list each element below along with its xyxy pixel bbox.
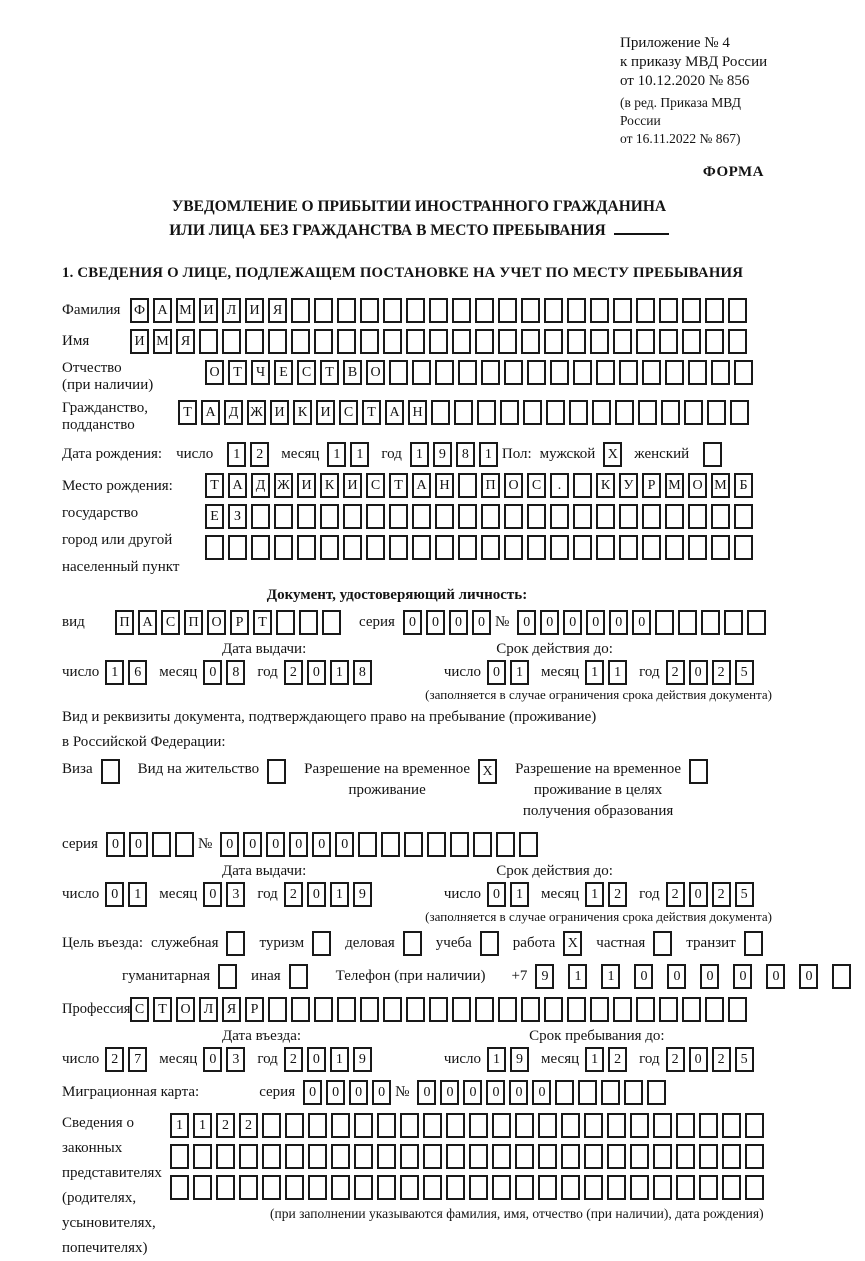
citizenship-label: Гражданство, подданство <box>62 400 149 433</box>
residence-issue-heading: Дата выдачи: <box>222 863 307 879</box>
year-label: год <box>381 446 402 462</box>
birthplace-boxes-line3[interactable] <box>205 535 757 560</box>
doc-issue-month-boxes[interactable]: 0 8 <box>203 660 249 685</box>
residence-validity-heading: Срок действия до: <box>496 863 613 879</box>
purpose-other-checkbox[interactable] <box>289 964 308 989</box>
gender-female-label: женский <box>634 446 690 462</box>
birth-month-boxes[interactable]: 1 1 <box>327 442 373 467</box>
birthplace-boxes-line1[interactable]: Т А Д Ж И К И С Т А Н П О С . К У Р М О М Б <box>205 473 757 498</box>
surname-label: Фамилия <box>62 302 121 318</box>
title-blank-underline <box>614 221 669 235</box>
purpose-humanitarian-label: гуманитарная <box>122 968 211 984</box>
appendix-block <box>620 34 776 148</box>
doc-validity-note: (заполняется в случае ограничения срока действия документа) <box>425 687 772 702</box>
residence-issue-month-boxes[interactable]: 0 3 <box>203 882 249 907</box>
residence-dates-row <box>62 882 776 907</box>
purpose-business-label: деловая <box>345 935 395 951</box>
identity-doc-heading: Документ, удостоверяющий личность: <box>266 587 528 603</box>
edition-line: от 16.11.2022 № 867) <box>620 131 741 146</box>
firstname-label: Имя <box>62 333 90 349</box>
citizenship-boxes[interactable]: Т А Д Ж И К И С Т А Н <box>178 400 753 425</box>
residence-validity-date: число 0 1 месяц 1 2 год 2 0 2 5 <box>444 882 766 907</box>
purpose-official-checkbox[interactable] <box>226 931 245 956</box>
purpose-row <box>62 931 776 956</box>
purpose-work-label: работа <box>512 935 556 951</box>
doc-validity-year-boxes[interactable]: 2 0 2 5 <box>666 660 758 685</box>
doc-date-headings <box>62 641 776 658</box>
doc-validity-date: число 0 1 месяц 1 1 год 2 0 2 5 <box>444 660 766 685</box>
residence-permit-label: Вид на жительство <box>137 761 260 777</box>
doc-series-label: серия <box>359 614 395 630</box>
visa-option <box>62 759 124 784</box>
entry-month-boxes[interactable]: 0 3 <box>203 1047 249 1072</box>
residence-issue-day-boxes[interactable]: 0 1 <box>105 882 151 907</box>
representatives-boxes-line3[interactable] <box>170 1175 768 1200</box>
residence-validity-year-boxes[interactable]: 2 0 2 5 <box>666 882 758 907</box>
entry-dates-row <box>62 1047 776 1072</box>
doc-validity-month-boxes[interactable]: 1 1 <box>585 660 631 685</box>
entry-year-boxes[interactable]: 2 0 1 9 <box>284 1047 376 1072</box>
temp-permit-label: Разрешение на временное проживание <box>304 761 471 798</box>
form-title-line1: УВЕДОМЛЕНИЕ О ПРИБЫТИИ ИНОСТРАННОГО ГРАЖДАНИНА <box>171 198 667 215</box>
form-label: ФОРМА <box>702 164 764 180</box>
temp-permit-edu-checkbox[interactable] <box>689 759 708 784</box>
residence-permit-option <box>138 759 290 784</box>
patronymic-label: Отчество (при наличии) <box>62 360 154 393</box>
purpose-work-checkbox[interactable]: X <box>563 931 582 956</box>
gender-female-checkbox[interactable] <box>703 442 722 467</box>
migration-number-label: № <box>395 1084 410 1100</box>
purpose-transit-checkbox[interactable] <box>744 931 763 956</box>
stay-heading: Срок пребывания до: <box>529 1028 665 1044</box>
purpose-label: Цель въезда: <box>62 935 143 951</box>
residence-number-boxes[interactable]: 0 0 0 0 0 0 <box>220 832 542 857</box>
stay-month-boxes[interactable]: 1 2 <box>585 1047 631 1072</box>
migration-card-row <box>62 1080 776 1105</box>
doc-issue-heading: Дата выдачи: <box>222 641 307 657</box>
visa-label: Виза <box>62 761 93 777</box>
form-title <box>62 195 776 243</box>
phone-label: Телефон (при наличии) <box>335 968 486 984</box>
residence-permit-checkbox[interactable] <box>267 759 286 784</box>
temp-permit-edu-option <box>515 759 712 822</box>
identity-doc-row <box>62 610 776 635</box>
purpose-transit-label: транзит <box>686 935 736 951</box>
purpose-other-label: иная <box>251 968 281 984</box>
doc-validity-heading: Срок действия до: <box>496 641 613 657</box>
temp-permit-checkbox[interactable]: X <box>478 759 497 784</box>
purpose-humanitarian-checkbox[interactable] <box>218 964 237 989</box>
profession-label: Профессия <box>62 1001 131 1017</box>
doc-number-label: № <box>494 614 510 630</box>
doc-kind-label: вид <box>62 614 85 630</box>
gender-label: Пол: <box>501 446 532 462</box>
residence-issue-year-boxes[interactable]: 2 0 1 9 <box>284 882 376 907</box>
doc-validity-day-boxes[interactable]: 0 1 <box>487 660 533 685</box>
visa-checkbox[interactable] <box>101 759 120 784</box>
stay-year-boxes[interactable]: 2 0 2 5 <box>666 1047 758 1072</box>
residence-validity-day-boxes[interactable]: 0 1 <box>487 882 533 907</box>
birthplace-label: Место рождения: государство город или другой населенный пункт <box>62 478 180 575</box>
birthplace-row <box>62 473 776 581</box>
residence-series-label: серия <box>62 836 98 852</box>
residence-series-boxes[interactable]: 0 0 <box>106 832 198 857</box>
profession-row <box>62 997 776 1022</box>
firstname-row <box>62 329 776 354</box>
doc-kind-boxes[interactable]: П А С П О Р Т <box>115 610 345 635</box>
doc-number-boxes[interactable]: 0 0 0 0 0 0 <box>517 610 770 635</box>
migration-series-label: серия <box>259 1084 296 1100</box>
representatives-boxes-stack <box>170 1111 768 1222</box>
representatives-label: Сведения о законных представителях (родителях, усыновителях, попечителях) <box>62 1115 162 1256</box>
residence-doc-intro2: в Российской Федерации: <box>62 734 226 750</box>
phone-prefix: +7 <box>511 968 528 984</box>
migration-card-label: Миграционная карта: <box>62 1084 200 1100</box>
birthplace-boxes-stack <box>205 473 757 566</box>
migration-series-boxes[interactable]: 0 0 0 0 <box>303 1080 395 1105</box>
appendix-line: к приказу МВД России <box>620 54 768 70</box>
representatives-note: (при заполнении указываются фамилия, имя, отчество (при наличии), дата рождения) <box>270 1206 764 1221</box>
entry-date: число 2 7 месяц 0 3 год 2 0 1 9 <box>62 1047 384 1072</box>
purpose-private-checkbox[interactable] <box>653 931 672 956</box>
representatives-boxes-line1[interactable]: 1 1 2 2 <box>170 1113 768 1138</box>
surname-boxes[interactable]: Ф А М И Л И Я <box>130 298 751 323</box>
residence-issue-date: число 0 1 месяц 0 3 год 2 0 1 9 <box>62 882 384 907</box>
representatives-boxes-line2[interactable] <box>170 1144 768 1169</box>
residence-validity-month-boxes[interactable]: 1 2 <box>585 882 631 907</box>
purpose-business-checkbox[interactable] <box>403 931 422 956</box>
form-title-line2: ИЛИ ЛИЦА БЕЗ ГРАЖДАНСТВА В МЕСТО ПРЕБЫВАНИЯ <box>62 219 776 243</box>
residence-validity-note: (заполняется в случае ограничения срока действия документа) <box>425 909 772 924</box>
representatives-row <box>62 1111 776 1261</box>
doc-issue-day-boxes[interactable]: 1 6 <box>105 660 151 685</box>
purpose-study-checkbox[interactable] <box>480 931 499 956</box>
doc-issue-date: число 1 6 месяц 0 8 год 2 0 1 8 <box>62 660 384 685</box>
doc-series-boxes[interactable]: 0 0 0 0 <box>403 610 495 635</box>
doc-issue-year-boxes[interactable]: 2 0 1 8 <box>284 660 376 685</box>
month-label: месяц <box>281 446 320 462</box>
residence-series-row <box>62 832 776 857</box>
birthdate-label: Дата рождения: <box>62 446 163 462</box>
purpose-tourism-label: туризм <box>259 935 305 951</box>
doc-dates-row <box>62 660 776 685</box>
purpose-study-label: учеба <box>435 935 472 951</box>
birth-day-boxes[interactable]: 1 2 <box>227 442 273 467</box>
phone-boxes[interactable]: 9 1 1 0 0 0 0 0 0 <box>535 964 865 989</box>
day-label: число <box>176 446 214 462</box>
gender-male-checkbox[interactable]: X <box>603 442 622 467</box>
purpose-official-label: служебная <box>150 935 219 951</box>
profession-boxes[interactable]: С Т О Л Я Р <box>130 997 751 1022</box>
birthplace-boxes-line2[interactable]: Е З <box>205 504 757 529</box>
patronymic-boxes[interactable]: О Т Ч Е С Т В О <box>205 360 757 385</box>
residence-doc-options <box>62 759 776 822</box>
appendix-line: Приложение № 4 <box>620 35 730 51</box>
stay-day-boxes[interactable]: 1 9 <box>487 1047 533 1072</box>
purpose-tourism-checkbox[interactable] <box>312 931 331 956</box>
purpose-row2 <box>122 964 813 989</box>
entry-heading: Дата въезда: <box>222 1028 302 1044</box>
edition-line: (в ред. Приказа МВД России <box>620 95 741 128</box>
entry-day-boxes[interactable]: 2 7 <box>105 1047 151 1072</box>
entry-date-headings <box>62 1028 776 1045</box>
gender-male-label: мужской <box>539 446 596 462</box>
purpose-private-label: частная <box>596 935 646 951</box>
residence-doc-intro1: Вид и реквизиты документа, подтверждающего право на пребывание (проживание) <box>62 709 597 725</box>
residence-date-headings <box>62 863 776 880</box>
firstname-boxes[interactable]: И М Я <box>130 329 751 354</box>
citizenship-row <box>62 400 776 434</box>
stay-until-date: число 1 9 месяц 1 2 год 2 0 2 5 <box>444 1047 766 1072</box>
appendix-line: от 10.12.2020 № 856 <box>620 73 750 89</box>
residence-number-label: № <box>197 836 213 852</box>
birth-year-boxes[interactable]: 1 9 8 1 <box>410 442 502 467</box>
birthdate-row <box>62 442 776 467</box>
patronymic-row <box>62 360 776 394</box>
migration-number-boxes[interactable]: 0 0 0 0 0 0 <box>417 1080 670 1105</box>
temp-permit-edu-label: Разрешение на временное проживание в целях получения образования <box>515 761 682 819</box>
surname-row <box>62 298 776 323</box>
temp-permit-option <box>304 759 501 801</box>
section1-heading: 1. СВЕДЕНИЯ О ЛИЦЕ, ПОДЛЕЖАЩЕМ ПОСТАНОВКЕ НА УЧЕТ ПО МЕСТУ ПРЕБЫВАНИЯ <box>62 265 744 281</box>
